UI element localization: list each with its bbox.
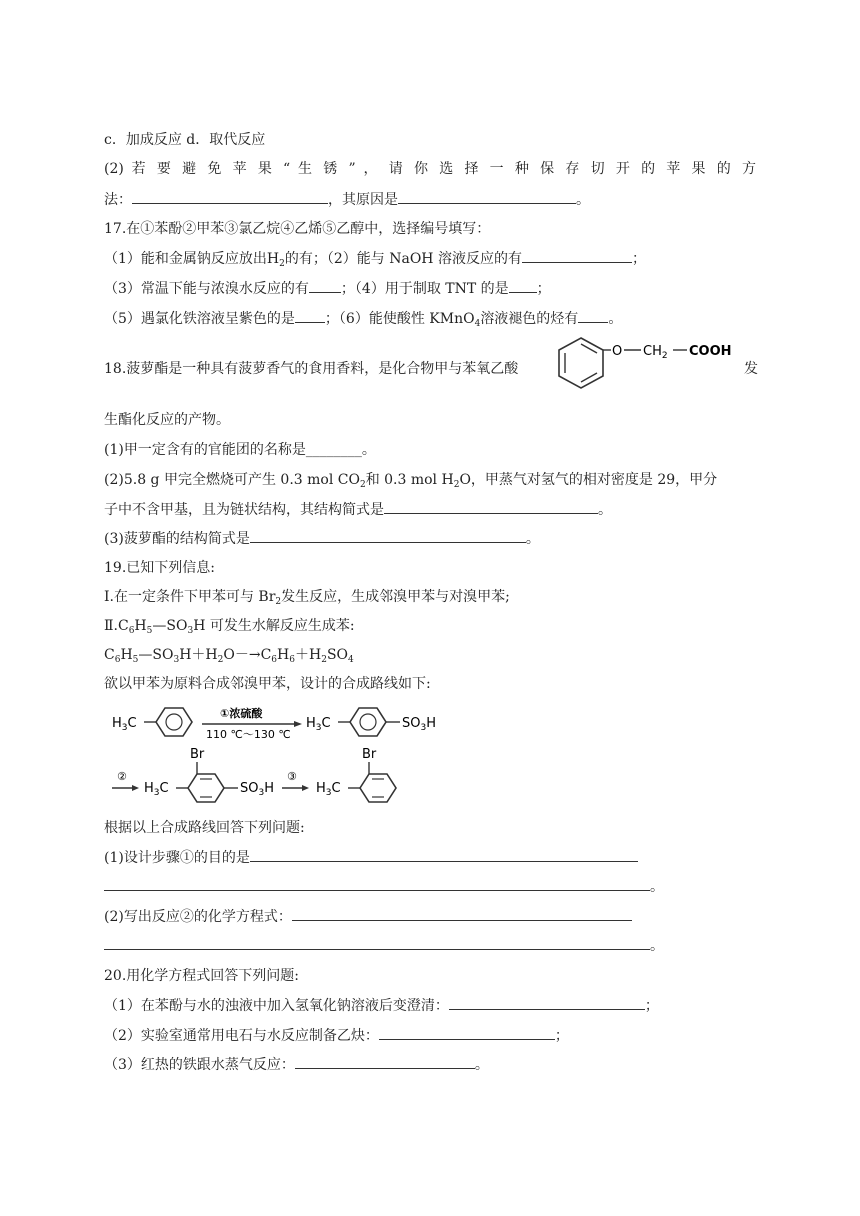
answer-blank[interactable] [522, 248, 632, 263]
answer-blank[interactable] [398, 189, 576, 204]
answer-blank[interactable] [250, 528, 526, 543]
question-20-2: （2）实验室通常用电石与水反应制备乙炔： ； [104, 1025, 569, 1046]
options-line [104, 130, 265, 150]
bromine-label: Br [190, 747, 205, 762]
question-18-2-line-1: (2)5.8 g 甲完全燃烧可产生 0.3 mol $CO_2$和 0.3 mol $H_2O$，甲蒸气对氢气的相对密度是 29，甲分 [104, 472, 718, 490]
question-18-line-1: 18.菠萝酯是一种具有菠萝香气的食用香料，是化合物甲与苯氧乙酸 [104, 361, 519, 377]
question-18-line-2: 生酯化反应的产物。 [104, 412, 230, 428]
oxygen-atom: O [612, 344, 623, 359]
answer-blank[interactable] [449, 995, 645, 1010]
question-20-1: （1）在苯酚与水的浊液中加入氢氧化钠溶液后变澄清： ； [104, 995, 659, 1016]
question-19-prompt: 根据以上合成路线回答下列问题: [104, 820, 305, 836]
synthesis-route-diagram [108, 700, 508, 810]
answer-blank[interactable] [309, 278, 341, 293]
question-19-design: 欲以甲苯为原料合成邻溴甲苯，设计的合成路线如下: [104, 676, 431, 692]
question-19-title: 19.已知下列信息: [104, 560, 215, 576]
o-bromotoluene-ring [360, 774, 396, 802]
document-page: c．加成反应 d．取代反应 (2) 若 要 避 免 苹 果 “ 生 锈 ” ， 请 你 选 择 一 种 保 存 切 开 的 苹 果 的 方 法： ，其原因是 。 17.在①苯酚②甲苯③氯乙烷④乙烯⑤乙醇中，选择编号填写： （1）能和金属钠反应放出$H_2$的有；（2）能与 NaOH 溶液反应的有 ； （3）常温下能与浓溴水反应的有 ；（4）用于制取 TNT 的是 ； （5）遇氯化铁溶液呈紫色的是 ；（6）能使酸性 KMnO$_4$溶液褪色的烃有 。 18.菠萝酯是一种具有菠萝香气的食用香料，是化合物甲与苯氧乙酸 O $CH_2$ COOH 发 生酯化反应的产物。 (1)甲一定含有的官能团的名称是________。 (2)5.8 g 甲完全燃烧可产生 0.3 mol $CO_2$和 0.3 mol $H_2O$，甲蒸气对氢气的相对密度是 29，甲分 子中不含甲基，且为链状结构，其结构简式是 。 (3)菠萝酯的结构简式是 。 19.已知下列信息: Ⅰ.在一定条件下甲苯可与 $Br_2$发生反应，生成邻溴甲苯与对溴甲苯; $Ⅱ.C_6H_5—SO_3H$ 可发生水解反应生成苯: $C_6H_5—SO_3H+H_2O-\to C_6H_6+H_2SO_4$ 欲以甲苯为原料合成邻溴甲苯，设计的合成路线如下: $H_3C$ ①浓硫酸 110 ℃～130 ℃ $H_3C$ $SO_3H$ ② $H_3C$ Br $SO_3H$ ③ $H_3C$ Br 根据以上合成路线回答下列问题: (1)设计步骤①的目的是 。 (2)写出反应②的化学方程式： 。 20.用化学方程式回答下列问题: （1）在苯酚与水的浊液中加入氢氧化钠溶液后变澄清： ； （2）实验室通常用电石与水反应制备乙炔： ； （3）红热的铁跟水蒸气反应： 。 [104, 132, 758, 1073]
question-19-2: (2)写出反应②的化学方程式： [104, 906, 632, 927]
answer-blank[interactable] [292, 906, 632, 921]
question-18-1: (1)甲一定含有的官能团的名称是________。 [104, 442, 376, 458]
answer-blank[interactable] [384, 499, 598, 514]
answer-blank[interactable] [295, 1054, 475, 1069]
svg-text:SO3H: $SO_3H$ [240, 781, 274, 798]
question-2-line-1: (2) 若 要 避 免 苹 果 “ 生 锈 ” ， 请 你 选 择 一 种 保 存 切 开 的 苹 果 的 方 [104, 161, 756, 177]
question-20-title: 20.用化学方程式回答下列问题: [104, 968, 299, 984]
answer-blank[interactable] [104, 935, 650, 950]
svg-text:H3C: $H_3C$ [144, 781, 169, 798]
ch2-group: $CH_2$ [643, 344, 668, 361]
question-17-title: 17.在①苯酚②甲苯③氯乙烷④乙烯⑤乙醇中，选择编号填写： [104, 221, 491, 237]
sulfonic-acid-group: $SO_3H$ [402, 716, 436, 733]
info-1: Ⅰ.在一定条件下甲苯可与 $Br_2$发生反应，生成邻溴甲苯与对溴甲苯; [104, 589, 510, 607]
question-18-3: (3)菠萝酯的结构简式是 。 [104, 528, 540, 549]
question-19-1-cont: 。 [104, 876, 664, 897]
step-3-label: ③ [287, 770, 297, 783]
step-1-condition: 110 ℃～130 ℃ [206, 728, 291, 741]
svg-text:H3C: $H_3C$ [306, 716, 331, 733]
question-17-line-3: （5）遇氯化铁溶液呈紫色的是 ；（6）能使酸性 KMnO$_4$溶液褪色的烃有 。 [104, 308, 622, 329]
answer-blank[interactable] [379, 1025, 555, 1040]
methyl-label: $H_3C$ [112, 716, 137, 733]
question-17-line-2: （3）常温下能与浓溴水反应的有 ；（4）用于制取 TNT 的是 ； [104, 278, 551, 299]
options-text: c．加成反应 d．取代反应 [104, 132, 266, 148]
question-2-line-2: 法： ，其原因是 。 [104, 189, 590, 210]
answer-blank[interactable] [104, 876, 650, 891]
bromo-sulfonic-ring [188, 774, 224, 802]
hydrolysis-equation: $C_6H_5—SO_3H+H_2O-\to C_6H_6+H_2SO_4$ [104, 647, 354, 665]
question-19-1: (1)设计步骤①的目的是 [104, 847, 638, 868]
toluene-ring [156, 708, 192, 736]
step-1-reagent: ①浓硫酸 [220, 707, 263, 720]
question-17-line-1: （1）能和金属钠反应放出$H_2$的有；（2）能与 NaOH 溶液反应的有 ； [104, 248, 646, 269]
question-19-2-cont: 。 [104, 935, 664, 956]
svg-text:Br: Br [362, 747, 377, 762]
answer-blank[interactable] [250, 847, 638, 862]
carboxyl-group: COOH [689, 344, 732, 359]
phenoxyacetic-acid-structure [555, 332, 745, 396]
info-2: $Ⅱ.C_6H_5—SO_3H$ 可发生水解反应生成苯: [104, 618, 355, 636]
answer-blank[interactable] [295, 308, 325, 323]
answer-blank[interactable] [509, 278, 537, 293]
svg-text:H3C: $H_3C$ [316, 781, 341, 798]
sulfonic-ring [350, 708, 386, 736]
answer-blank[interactable] [578, 308, 608, 323]
question-20-3: （3）红热的铁跟水蒸气反应： 。 [104, 1054, 489, 1075]
question-18-2-line-2: 子中不含甲基，且为链状结构，其结构简式是 。 [104, 499, 612, 520]
answer-blank[interactable] [132, 189, 328, 204]
step-2-label: ② [117, 770, 127, 783]
